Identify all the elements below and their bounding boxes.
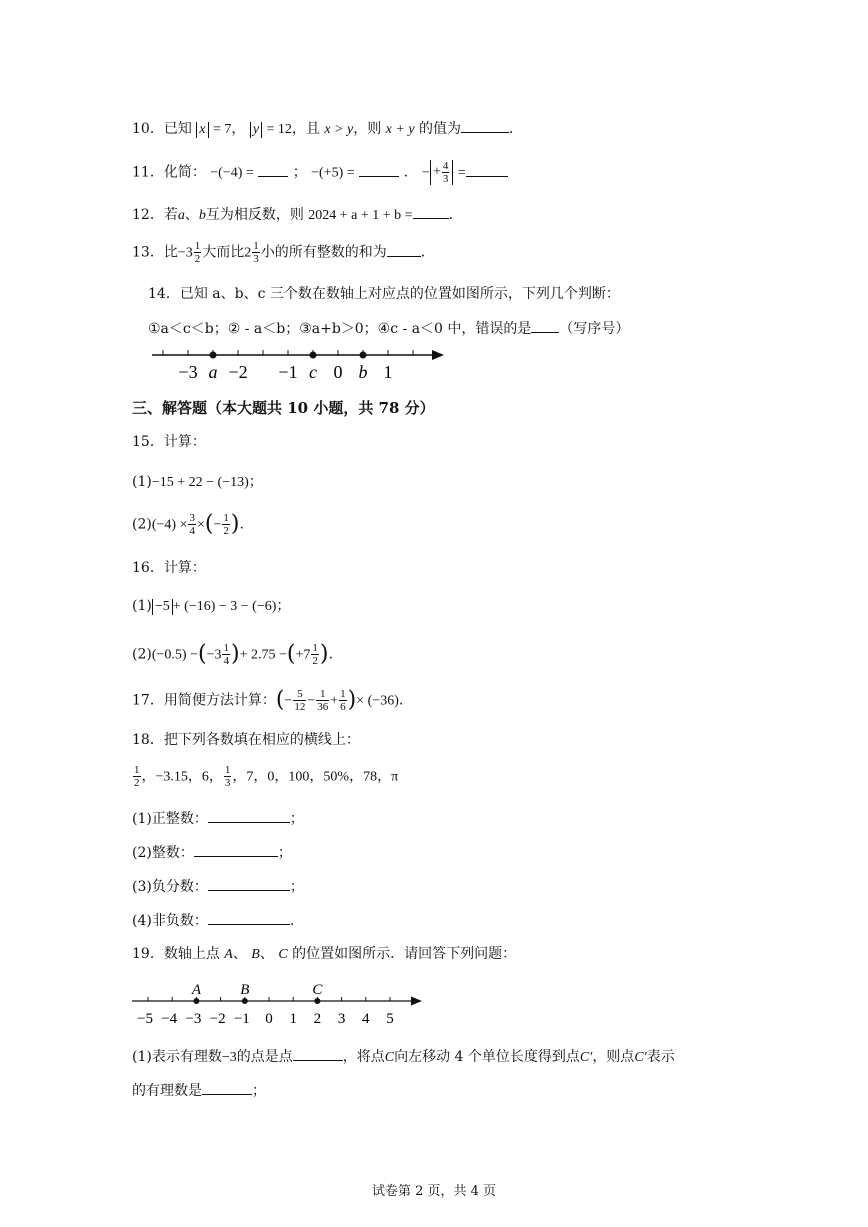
answer-blank[interactable] [208, 876, 290, 891]
axis-tick-label: −3 [178, 362, 198, 382]
question-11: 11．化简： −(−4) = ； −(+5) = ． − + $\frac{4}{3}$ = [132, 160, 508, 185]
abs-y: y [250, 122, 262, 138]
answer-blank[interactable] [466, 162, 508, 177]
point-b [360, 352, 367, 359]
axis-tick-label: −4 [161, 1011, 178, 1027]
answer-blank[interactable] [461, 118, 509, 133]
question-15-title: 15．计算： [132, 434, 206, 450]
abs-fraction: + $\frac{4}{3}$ [430, 160, 453, 185]
question-16-title: 16．计算： [132, 560, 206, 576]
point-label-b: b [358, 362, 368, 382]
section-heading: 三、解答题（本大题共 10 小题，共 78 分） [132, 399, 435, 417]
axis-tick-label: 5 [386, 1011, 394, 1027]
question-19-part-1-line-1: (1)表示有理数−3的点是点 ，将点C向左移动 4 个单位长度得到点C′，则点C′表示 [132, 1046, 675, 1068]
question-13: 13．比−3 $\frac{1}{2}$ 大而比2 $\frac{1}{3}$ 小的所有整数的和为 ． [132, 240, 435, 265]
axis-tick-label: 0 [265, 1011, 273, 1027]
answer-blank[interactable] [413, 204, 449, 219]
question-19-part-1-line-2: 的有理数是 ； [132, 1080, 266, 1101]
question-12: 12．若a、b互为相反数，则 2024 + a + 1 + b = ． [132, 204, 463, 226]
q18-item-2: (2)整数： ； [132, 842, 292, 863]
answer-blank[interactable] [293, 1046, 343, 1061]
axis-tick-label: 2 [313, 1011, 322, 1027]
axis-tick-label: −2 [209, 1011, 226, 1027]
answer-blank[interactable] [208, 910, 290, 925]
question-16-part-2: (2)(−0.5) −(−3 $\frac{1}{4}$ )+ 2.75 −(+7 $\frac{1}{2}$ ). [132, 641, 333, 667]
q18-item-4: (4)非负数： ． [132, 910, 304, 931]
axis-tick-label: −1 [278, 362, 298, 382]
axis-tick-label: 4 [362, 1011, 370, 1027]
answer-blank[interactable] [387, 242, 421, 257]
axis-tick-label: 1 [383, 362, 393, 382]
question-17: 17．用简便方法计算：(− $\frac{5}{12}$ − $\frac{1}{36}$ + $\frac{1}{6}$ )× (−36). [132, 687, 404, 713]
question-16-part-1: (1) −5 + (−16) − 3 − (−6)； [132, 598, 291, 614]
q18-item-3: (3)负分数： ； [132, 876, 304, 897]
question-15-part-1: (1)−15 + 22 − (−13)； [132, 474, 263, 490]
question-15-part-2: (2)(−4) × $\frac{3}{4}$ ×(− $\frac{1}{2}$ ). [132, 511, 244, 537]
page-footer: 试卷第 2 页，共 4 页 [371, 1184, 497, 1199]
point-B [242, 998, 248, 1004]
answer-blank[interactable] [208, 808, 290, 823]
point-a [210, 352, 217, 359]
point-label-c: c [309, 362, 317, 382]
abs-x: x [196, 122, 208, 138]
axis-tick-label: 1 [289, 1011, 297, 1027]
question-18-number-list: $\frac{1}{2}$ ，−3.15，6， $\frac{1}{3}$ ，7，0，100，50%，78，π [134, 764, 399, 789]
question-10: 10．已知 x = 7， y = 12，且 x > y，则 x + y 的值为 ． [132, 118, 523, 140]
point-A [193, 998, 199, 1004]
point-label-a: a [208, 362, 218, 382]
number-line-q19 [130, 976, 430, 1028]
axis-tick-label: 0 [333, 362, 343, 382]
question-14-stem: 14．已知 a、b、c 三个数在数轴上对应点的位置如图所示，下列几个判断： [148, 286, 620, 302]
answer-blank[interactable] [531, 318, 559, 333]
q18-item-1: (1)正整数： ； [132, 808, 304, 829]
point-c [310, 352, 317, 359]
point-label-C: C [312, 982, 323, 998]
axis-tick-label: −1 [233, 1011, 250, 1027]
point-label-B: B [240, 982, 250, 998]
question-19-title: 19．数轴上点 A、 B、 C 的位置如图所示．请回答下列问题： [132, 946, 517, 962]
axis-tick-label: −2 [228, 362, 248, 382]
answer-blank[interactable] [359, 162, 399, 177]
axis-tick-label: 3 [337, 1011, 346, 1027]
question-18-title: 18．把下列各数填在相应的横线上： [132, 732, 360, 748]
answer-blank[interactable] [202, 1080, 252, 1095]
answer-blank[interactable] [258, 162, 288, 177]
point-C [314, 998, 320, 1004]
point-label-A: A [191, 982, 201, 998]
answer-blank[interactable] [194, 842, 278, 857]
axis-tick-label: −3 [185, 1011, 202, 1027]
question-14-statements: ①a＜c＜b；② - a＜b；③a+b＞0；④c - a＜0 中，错误的是 （写序号） [148, 318, 629, 339]
axis-tick-label: −5 [137, 1011, 153, 1027]
number-line-q14 [148, 340, 448, 384]
